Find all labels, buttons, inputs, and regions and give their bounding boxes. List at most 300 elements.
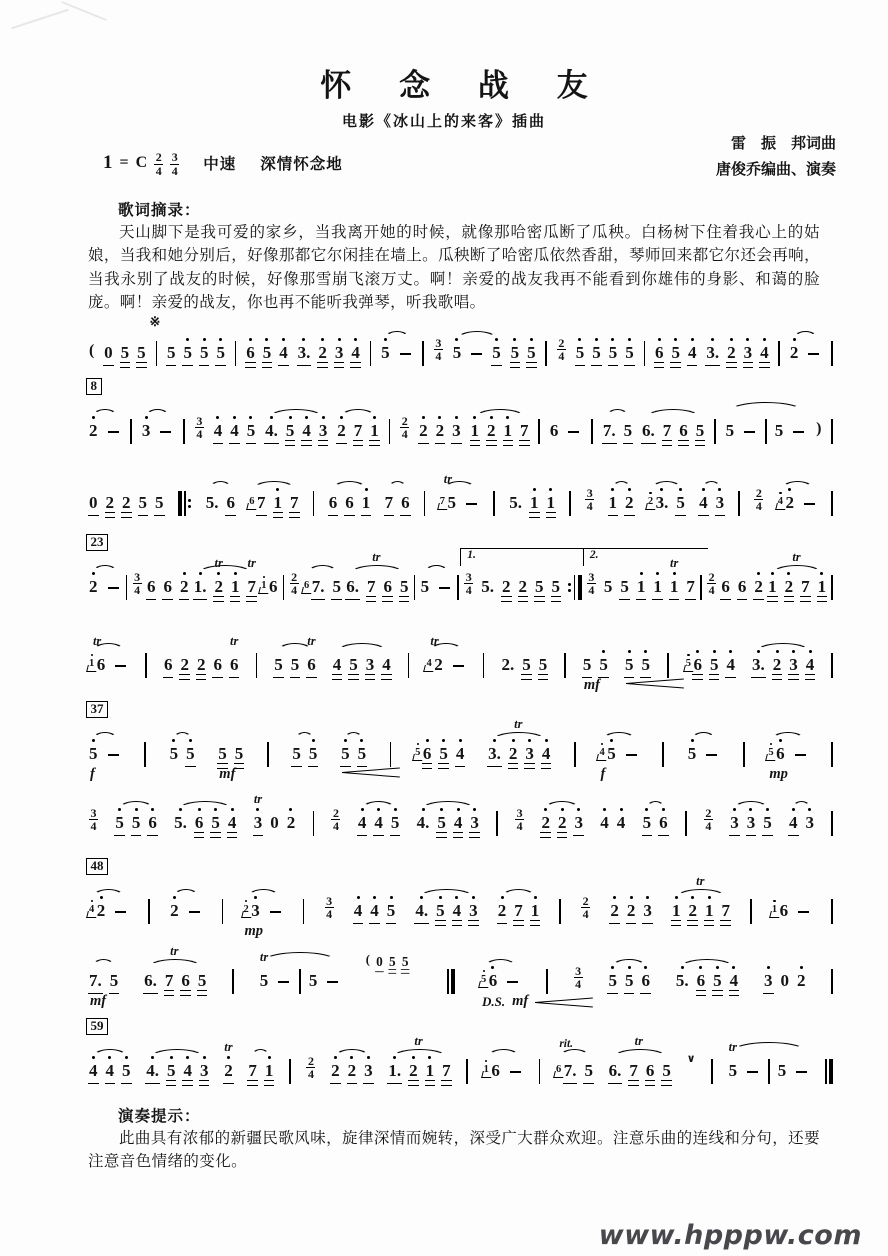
music-note: 4 — [600, 814, 609, 832]
music-note: 6 — [146, 577, 156, 596]
octave-dot — [151, 1056, 154, 1059]
octave-dot — [216, 416, 219, 419]
barline — [831, 742, 833, 767]
barline — [574, 742, 576, 767]
octave-dot — [217, 572, 220, 575]
music-note: 6 — [697, 972, 706, 990]
octave-dot — [361, 808, 364, 811]
note-group — [132, 570, 143, 596]
music-note: 6 — [645, 1061, 655, 1080]
parenthesis: ( — [89, 342, 95, 359]
note-group — [253, 792, 297, 832]
note-group — [753, 486, 764, 512]
music-note: 5 6 — [768, 745, 784, 763]
music-note: 7 — [353, 421, 363, 440]
duration-dash — [115, 665, 126, 667]
dynamic-marking: mp — [769, 766, 788, 782]
time-signature: 2 4 — [582, 893, 589, 922]
octave-dot — [420, 896, 423, 899]
octave-dot — [620, 808, 623, 811]
slur-group — [642, 814, 669, 832]
music-note: 7 5 tr — [439, 472, 457, 512]
music-note: 3 — [574, 814, 583, 832]
dynamic-marking: mp — [244, 923, 264, 939]
scan-artifact — [61, 1, 106, 21]
octave-dot — [357, 896, 360, 899]
note-group — [182, 415, 186, 440]
cue-group — [365, 955, 409, 969]
music-note: 4 — [726, 656, 735, 674]
music-note: 1 — [547, 494, 556, 512]
octave-dot — [412, 1056, 415, 1059]
music-note: 2. — [501, 655, 515, 674]
octave-dot — [630, 896, 633, 899]
time-signature: 2 4 — [332, 805, 339, 834]
note-group — [421, 337, 425, 362]
duration-dash — [798, 911, 809, 913]
octave-dot — [534, 896, 537, 899]
music-note: 7 tr — [247, 556, 256, 596]
note-group — [302, 895, 306, 920]
music-note: 7 — [164, 971, 174, 990]
music-note: 5 — [341, 745, 350, 763]
note-group — [771, 902, 812, 920]
music-note: 5 — [167, 1062, 176, 1080]
octave-dot — [716, 966, 719, 969]
octave-dot — [691, 739, 694, 742]
slur-group — [330, 1062, 374, 1080]
music-note: 6 — [328, 493, 338, 512]
music-note: 7 — [520, 421, 529, 440]
barline — [256, 653, 258, 678]
grace-note: 5 — [481, 974, 486, 985]
note-group — [830, 571, 834, 596]
barline — [457, 575, 459, 600]
barline — [743, 742, 745, 767]
duration-dash — [510, 1071, 521, 1073]
octave-dot — [718, 488, 721, 491]
octave-dot — [186, 338, 189, 341]
octave-dot — [360, 739, 363, 742]
note-group — [312, 487, 316, 512]
music-note: 3. — [752, 656, 765, 674]
grace-note: 1 — [89, 658, 94, 669]
music-note: 4 — [617, 814, 626, 832]
barline — [539, 1059, 541, 1084]
music-note: 4. — [146, 1062, 159, 1080]
octave-dot — [340, 416, 343, 419]
trill-mark: tr — [224, 1040, 233, 1054]
octave-dot — [439, 896, 442, 899]
time-signature: 3 4 — [588, 569, 595, 598]
music-note: 5. — [205, 493, 219, 512]
octave-dot — [354, 338, 357, 341]
octave-dot — [628, 650, 631, 653]
music-note: 1 — [530, 494, 539, 512]
music-note: 5 — [109, 971, 119, 990]
note-group — [146, 578, 190, 596]
music-note: 3 — [319, 422, 328, 440]
octave-dot — [183, 572, 186, 575]
note-group — [777, 337, 781, 362]
music-note: 5 — [713, 972, 722, 990]
octave-dot — [473, 808, 476, 811]
slur-group — [259, 950, 342, 990]
octave-dot — [792, 808, 795, 811]
note-group — [763, 972, 807, 990]
note-group — [684, 807, 688, 832]
slur-group — [767, 744, 808, 782]
music-note: 4 — [230, 422, 239, 440]
slur-group — [751, 656, 815, 674]
time-signature: 3 4 — [134, 569, 141, 598]
barline — [546, 969, 548, 994]
note-group — [609, 902, 653, 920]
barline — [424, 491, 426, 516]
note-group — [465, 1055, 469, 1080]
barline — [831, 811, 833, 836]
octave-dot — [173, 896, 176, 899]
octave-dot — [92, 739, 95, 742]
barline — [662, 742, 664, 767]
note-group — [324, 894, 335, 920]
music-note: 1 — [274, 494, 283, 512]
music-note: 1 6 tr — [89, 634, 106, 674]
octave-dot — [513, 338, 516, 341]
slur-group — [291, 745, 318, 763]
note-group — [742, 738, 746, 763]
music-note: 2 — [502, 577, 511, 596]
music-note: 7 — [662, 421, 672, 440]
note-group — [584, 486, 595, 512]
note-group — [194, 414, 205, 440]
octave-dot — [644, 966, 647, 969]
music-note: 6 — [721, 577, 730, 596]
slur-group — [698, 494, 725, 512]
music-note: 5 — [399, 577, 409, 596]
octave-dot — [561, 808, 564, 811]
octave-dot — [459, 739, 462, 742]
music-note: 3 — [452, 422, 461, 440]
music-note: 2 — [754, 578, 763, 596]
slur-group — [173, 814, 237, 832]
music-note: 6 — [655, 344, 664, 362]
octave-dot — [628, 338, 631, 341]
octave-dot — [696, 650, 699, 653]
octave-dot — [493, 739, 496, 742]
lyrics-text: 天山脚下是我可爱的家乡，当我离开她的时候，就像那哈密瓜断了瓜秧。白杨树下住着我心上的姑娘，当我和她分别后，好像那都它尔闲挂在墙上。瓜秧断了哈密瓜依然香甜，琴师回来都它尔还会再响，当我永别了战友的时候，好像那雪崩飞滚万丈。啊！亲爱的战友我再不能看到你雄伟的身影、和蔼的脸庞。啊！亲爱的战友，你也再不能听我弹琴，听我歌唱。 — [88, 224, 820, 311]
note-group — [720, 578, 764, 596]
note-group — [166, 344, 226, 362]
time-signature: 3 4 — [516, 805, 523, 834]
slur-group — [273, 634, 317, 674]
music-note: 5 — [527, 344, 536, 362]
barline — [144, 742, 146, 767]
music-note: 3 — [806, 814, 815, 832]
octave-dot — [394, 808, 397, 811]
music-note: 7 — [442, 1061, 451, 1080]
music-note: 5 — [132, 814, 141, 832]
performance-notes-heading: 演奏提示： — [118, 1108, 201, 1125]
music-note: 6 tr — [307, 634, 316, 674]
music-note: 1 — [705, 902, 714, 920]
music-note: 6 — [679, 421, 688, 440]
music-note: 4 — [302, 422, 311, 440]
note-group — [538, 1055, 542, 1080]
note-group — [705, 344, 769, 362]
octave-dot — [417, 743, 419, 745]
note-group — [388, 415, 392, 440]
time-signature: 2 4 — [708, 569, 715, 598]
octave-dot — [276, 488, 279, 491]
music-note: 5 — [625, 972, 634, 990]
note-group — [815, 422, 822, 440]
note-group — [568, 487, 572, 512]
music-note: 7. — [89, 971, 102, 990]
duration-dash — [795, 754, 806, 756]
music-note: 6 — [148, 814, 157, 832]
slur-group — [243, 901, 284, 939]
note-group — [830, 738, 834, 763]
slur-group — [420, 578, 454, 596]
slur-group — [169, 902, 203, 920]
duration-dash — [327, 981, 338, 983]
music-note: 7 — [514, 901, 523, 920]
music-note: 2 — [180, 655, 189, 674]
music-note: 5 — [710, 656, 719, 674]
octave-dot — [776, 650, 779, 653]
note-group — [556, 336, 567, 362]
music-note: 2 — [498, 902, 507, 920]
music-note: 2 tr — [214, 556, 223, 596]
page-title: 怀 念 战 友 — [320, 68, 608, 103]
music-note: 2 — [509, 745, 518, 763]
octave-dot — [302, 338, 305, 341]
barline — [313, 491, 315, 516]
music-note: 5 — [603, 577, 613, 596]
time-signature: 3 4 — [90, 805, 97, 834]
music-note: 6. — [144, 971, 157, 990]
barline — [232, 969, 234, 994]
music-note: 6 7. rit. — [555, 1038, 577, 1080]
credits — [716, 131, 836, 184]
crescendo-hairpin — [535, 996, 593, 1007]
parenthesis: ( — [366, 953, 371, 967]
barline — [831, 653, 833, 678]
trill-mark: tr — [259, 950, 269, 964]
note-group — [514, 806, 525, 832]
music-note: 4 — [370, 902, 379, 920]
slur-group — [247, 1062, 274, 1080]
music-note: 1 — [768, 578, 777, 596]
note-group — [433, 336, 444, 362]
octave-dot — [234, 572, 237, 575]
music-note: 3 — [789, 656, 798, 674]
music-note: 5 — [155, 493, 164, 512]
music-system — [88, 701, 834, 782]
slur-group — [487, 745, 551, 763]
grace-note: 5 — [686, 658, 691, 669]
slur-group — [193, 556, 257, 596]
subtitle: 电影《冰山上的来客》插曲 — [341, 114, 546, 130]
octave-dot — [92, 1056, 95, 1059]
octave-dot — [198, 808, 201, 811]
music-note: 4 — [354, 902, 363, 920]
slur-group — [416, 814, 480, 832]
music-note: 4 — [228, 814, 237, 832]
music-note: 5 — [137, 343, 146, 362]
music-note: 5 — [643, 814, 652, 832]
music-note: 2 — [122, 493, 131, 512]
music-note: 7 — [686, 577, 695, 596]
slur-group — [357, 814, 401, 832]
octave-dot — [282, 338, 285, 341]
music-note: 5 — [439, 745, 448, 763]
barline — [564, 653, 566, 678]
music-note: 5 — [308, 971, 318, 990]
octave-dot — [611, 966, 614, 969]
note-group — [297, 344, 361, 362]
barline — [700, 575, 702, 600]
duration-dash — [115, 911, 126, 913]
music-note: 6 — [401, 493, 410, 512]
grace-note: 4 — [426, 658, 432, 669]
trill-mark: tr — [247, 556, 256, 570]
music-note: 5 — [695, 421, 705, 440]
repeat-end-barline — [568, 575, 582, 600]
slur-group — [470, 422, 530, 440]
duration-dash — [793, 431, 804, 433]
music-system — [88, 314, 834, 364]
music-system — [88, 534, 834, 598]
time-signature: 2 4 — [291, 569, 298, 598]
octave-dot — [687, 654, 689, 656]
music-note: 2 — [318, 344, 327, 362]
octave-dot — [730, 338, 733, 341]
octave-dot — [578, 338, 581, 341]
slur-group — [143, 972, 207, 990]
octave-dot — [544, 808, 547, 811]
note-group — [217, 744, 244, 782]
music-note: 6 — [163, 577, 172, 596]
octave-dot — [788, 488, 791, 491]
music-note: 2 — [487, 422, 496, 440]
note-group — [482, 649, 486, 674]
octave-dot — [495, 338, 498, 341]
music-note: 5. — [481, 577, 495, 596]
octave-dot — [321, 338, 324, 341]
note-group — [492, 487, 496, 512]
music-note: 2 — [558, 814, 567, 832]
music-note: 4 — [358, 814, 367, 832]
note-group — [88, 494, 165, 512]
music-note: 5 — [200, 344, 209, 362]
octave-dot — [681, 966, 684, 969]
music-note: 7 — [366, 577, 376, 596]
music-note: 0 — [780, 971, 789, 990]
meter-3-4: 3 4 — [171, 150, 178, 178]
music-note: 5 — [197, 971, 207, 990]
music-note: 2 3 — [244, 902, 260, 920]
key-number: 1 — [103, 152, 113, 174]
music-note: 5 — [576, 344, 585, 362]
music-note: 5 — [676, 494, 685, 512]
barline — [831, 491, 833, 516]
music-note: 2 — [541, 814, 550, 832]
note-group — [699, 571, 703, 596]
trill-mark: tr — [669, 556, 679, 570]
music-note: 6 7 — [249, 493, 266, 512]
crescendo-hairpin — [626, 677, 684, 688]
octave-dot — [691, 896, 694, 899]
music-note: 5 — [582, 655, 592, 674]
music-note: 5 — [332, 577, 341, 596]
octave-dot — [377, 808, 380, 811]
music-system — [88, 950, 834, 1009]
octave-dot — [674, 338, 677, 341]
music-note: 5 — [535, 577, 544, 596]
music-note: 6 — [549, 421, 559, 440]
time-signature: 3 4 — [435, 335, 442, 364]
octave-dot — [172, 739, 175, 742]
time-signature: 3 4 — [196, 413, 203, 442]
barline — [235, 341, 237, 366]
slur-group — [425, 634, 466, 674]
music-note: 2 — [625, 494, 634, 512]
octave-dot — [249, 416, 252, 419]
octave-dot — [601, 743, 603, 745]
music-note: 5 — [115, 814, 124, 832]
music-note: 5 — [170, 745, 179, 763]
music-note: 4 — [699, 494, 708, 512]
music-note: 5 — [290, 655, 300, 674]
octave-dot — [757, 572, 760, 575]
music-note: 4. — [415, 902, 428, 920]
note-group — [643, 337, 647, 362]
music-note: 1 — [818, 578, 827, 596]
note-group — [260, 578, 278, 596]
slur-group — [387, 1062, 451, 1080]
music-note: 5 — [688, 745, 697, 763]
octave-dot — [501, 896, 504, 899]
grace-note: 6 — [249, 496, 255, 507]
octave-dot — [312, 739, 315, 742]
music-note: 2 — [688, 902, 697, 920]
music-note: 3 — [764, 972, 773, 990]
duration-dash — [108, 431, 119, 433]
music-note: 1 — [637, 578, 646, 596]
music-note: 5 — [274, 655, 283, 674]
note-group — [830, 337, 834, 362]
duration-dash — [466, 503, 477, 505]
octave-dot — [679, 488, 682, 491]
dynamic-marking — [626, 677, 684, 688]
equals-sign: = — [119, 154, 129, 172]
octave-dot — [334, 1056, 337, 1059]
note-group — [710, 1055, 714, 1080]
measure-number-box: 23 — [86, 534, 108, 551]
octave-dot — [602, 650, 605, 653]
octave-dot — [125, 1056, 128, 1059]
dynamic-marking: mf — [583, 677, 601, 693]
barline — [483, 653, 485, 678]
slur-group — [483, 1062, 524, 1080]
note-group — [125, 571, 129, 596]
music-note: 5 — [641, 656, 650, 674]
barline — [148, 899, 150, 924]
octave-dot — [179, 808, 182, 811]
octave-dot — [766, 808, 769, 811]
